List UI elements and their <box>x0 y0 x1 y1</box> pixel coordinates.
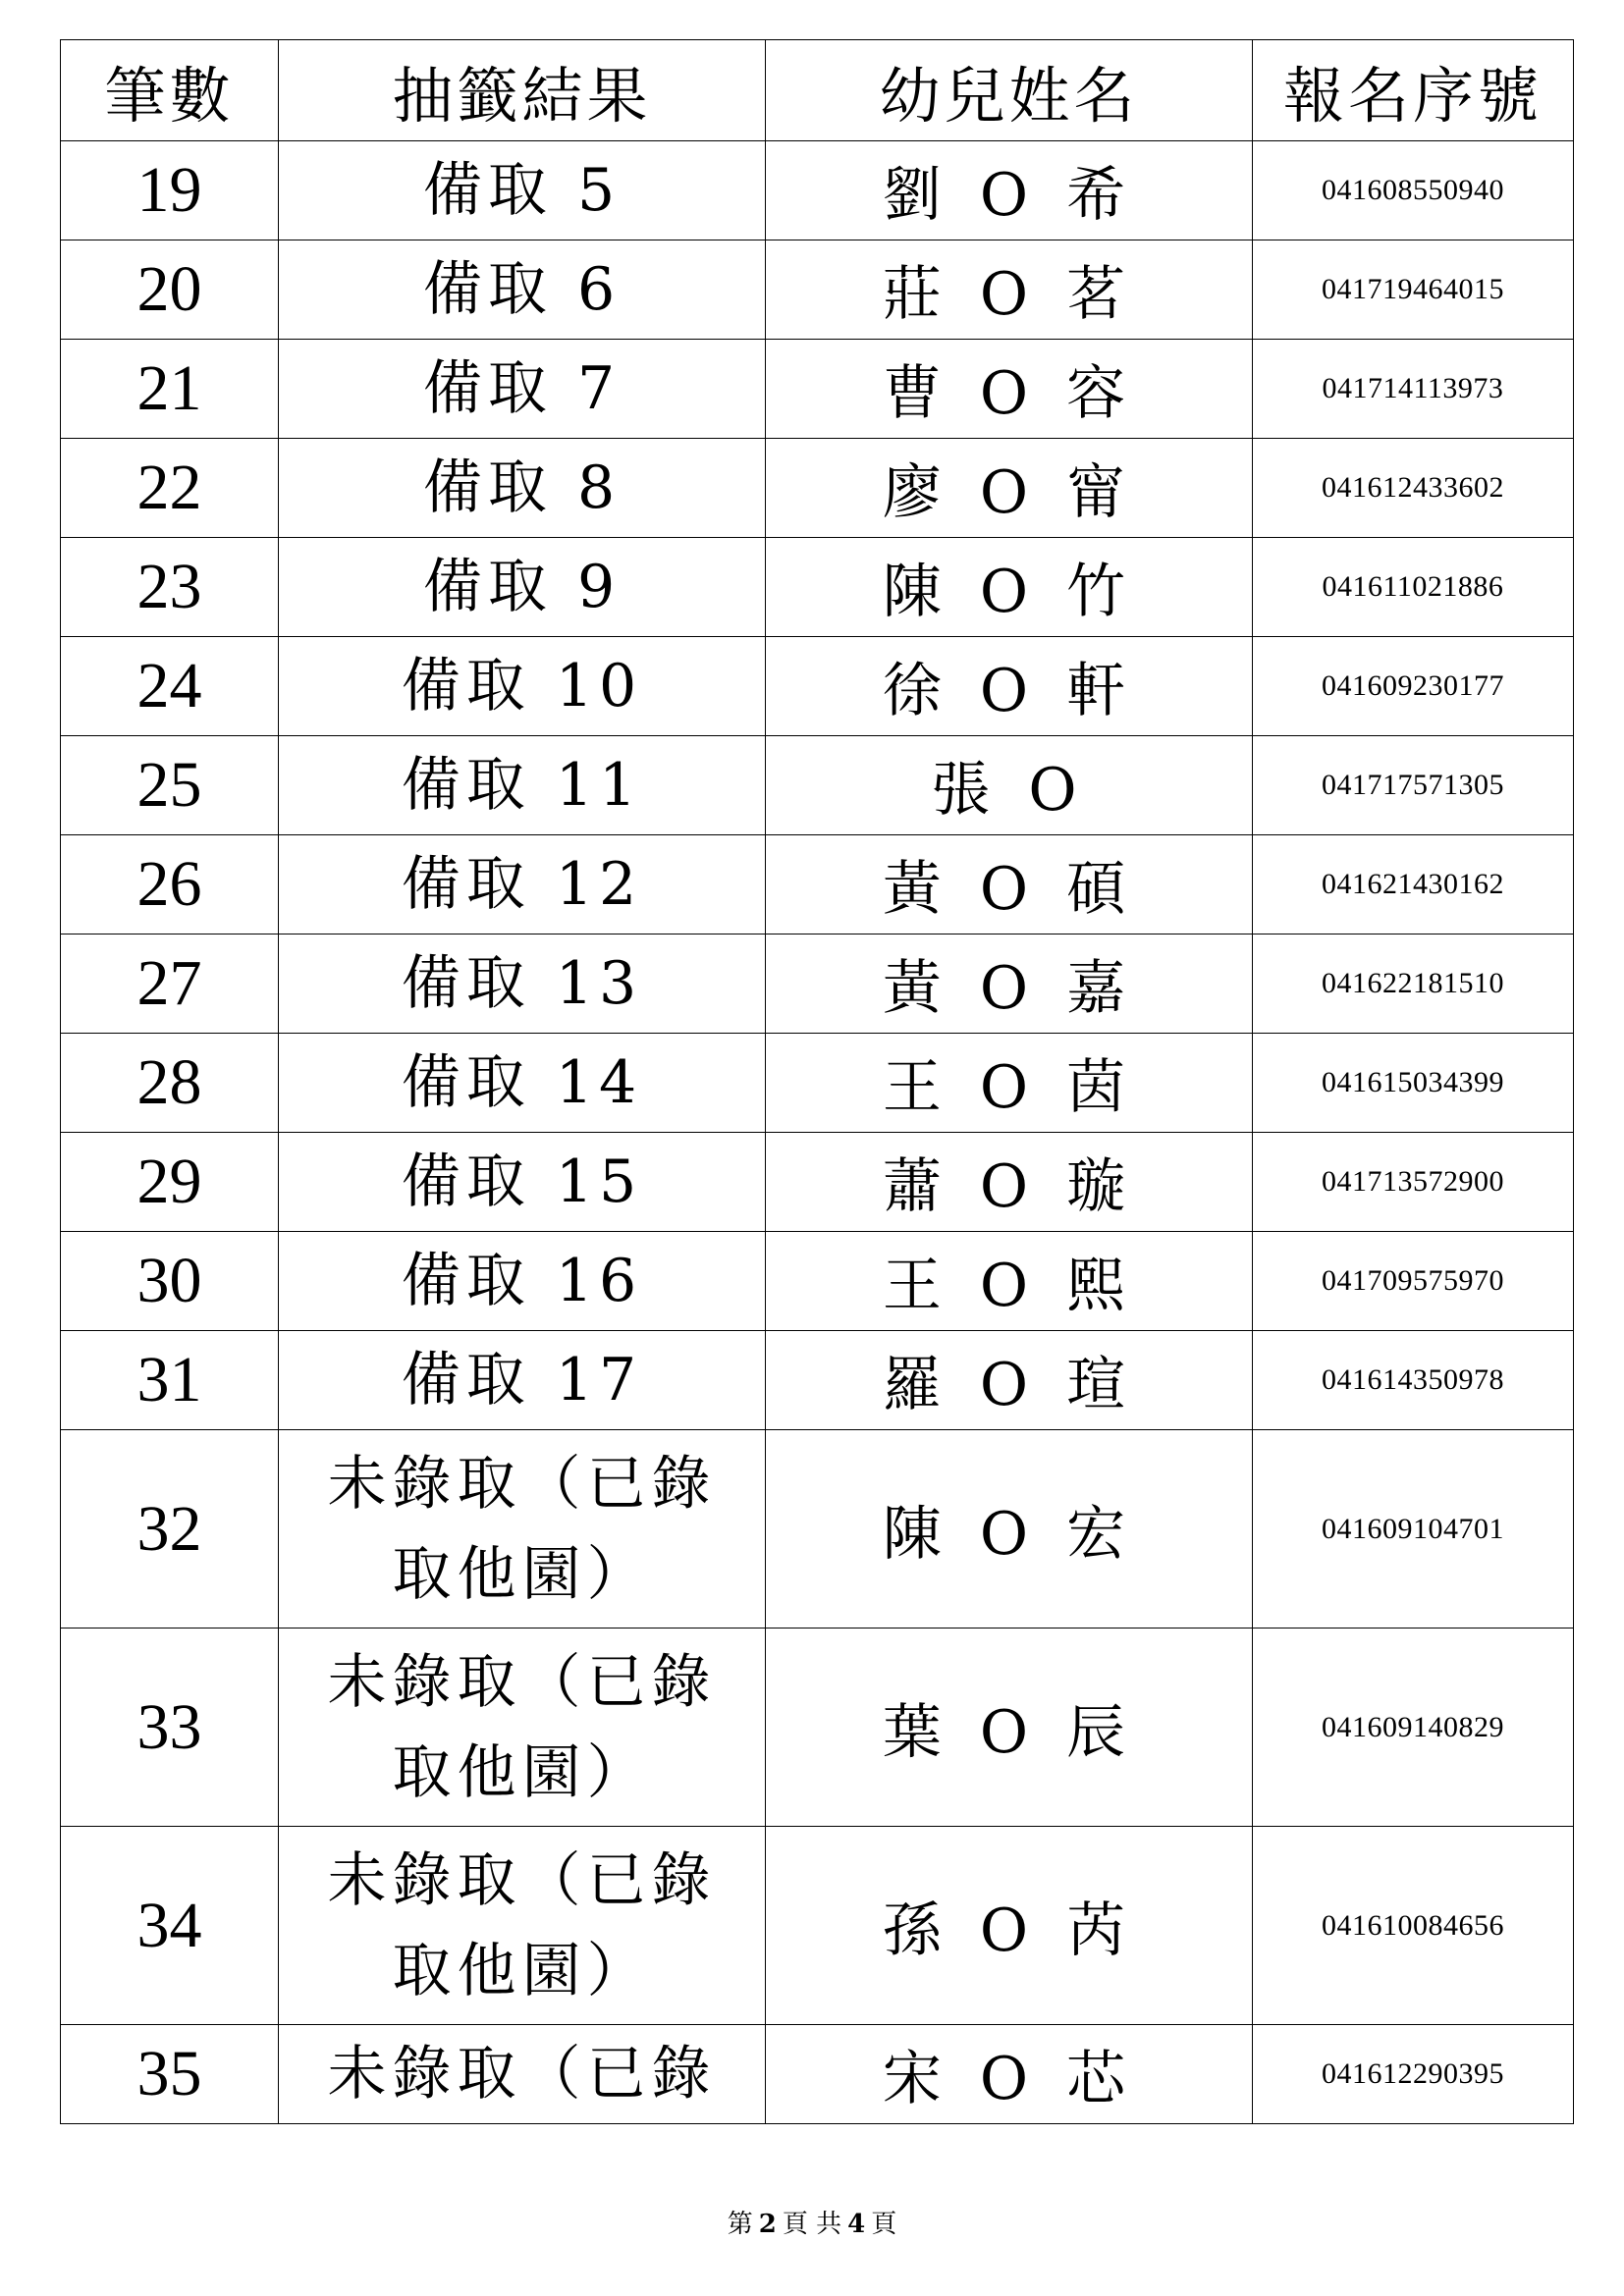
table-row <box>61 340 1574 439</box>
cell-result: 備取 14 <box>279 1034 766 1133</box>
cell-result <box>279 1629 766 1827</box>
cell-result: 備取 6 <box>279 240 766 340</box>
cell-name: 王 O 熙 <box>766 1232 1253 1331</box>
cell-count: 19 <box>61 141 279 240</box>
table-row <box>61 1331 1574 1430</box>
cell-count: 32 <box>61 1430 279 1629</box>
cell-registration: 041612433602 <box>1253 439 1574 538</box>
cell-registration: 041709575970 <box>1253 1232 1574 1331</box>
cell-name: 王 O 茵 <box>766 1034 1253 1133</box>
cell-registration: 041621430162 <box>1253 835 1574 934</box>
cell-name: 陳 O 竹 <box>766 538 1253 637</box>
page-footer <box>0 2204 1624 2240</box>
cell-registration: 041609104701 <box>1253 1430 1574 1629</box>
cell-registration: 041717571305 <box>1253 736 1574 835</box>
table-header-row <box>61 40 1574 141</box>
cell-count: 28 <box>61 1034 279 1133</box>
footer-mid: 頁 共 <box>782 2210 842 2239</box>
table-row <box>61 240 1574 340</box>
cell-registration: 041612290395 <box>1253 2025 1574 2124</box>
cell-name: 孫 O 芮 <box>766 1827 1253 2025</box>
document-page <box>60 39 1573 2124</box>
cell-count: 26 <box>61 835 279 934</box>
cell-result: 備取 15 <box>279 1133 766 1232</box>
cell-count: 33 <box>61 1629 279 1827</box>
cell-result: 備取 8 <box>279 439 766 538</box>
cell-registration: 041622181510 <box>1253 934 1574 1034</box>
table-row <box>61 1430 1574 1629</box>
cell-result: 備取 9 <box>279 538 766 637</box>
cell-name: 蕭 O 璇 <box>766 1133 1253 1232</box>
cell-name: 廖 O 甯 <box>766 439 1253 538</box>
cell-result: 備取 7 <box>279 340 766 439</box>
cell-count: 31 <box>61 1331 279 1430</box>
table-row <box>61 439 1574 538</box>
table-row <box>61 1133 1574 1232</box>
cell-name: 黃 O 碩 <box>766 835 1253 934</box>
cell-count: 22 <box>61 439 279 538</box>
cell-result: 備取 17 <box>279 1331 766 1430</box>
cell-count: 34 <box>61 1827 279 2025</box>
cell-registration: 041611021886 <box>1253 538 1574 637</box>
cell-result: 備取 16 <box>279 1232 766 1331</box>
cell-name: 莊 O 茗 <box>766 240 1253 340</box>
cell-result: 備取 11 <box>279 736 766 835</box>
lottery-result-table <box>60 39 1574 2124</box>
table-row <box>61 1629 1574 1827</box>
cell-registration: 041714113973 <box>1253 340 1574 439</box>
cell-count: 29 <box>61 1133 279 1232</box>
cell-count: 24 <box>61 637 279 736</box>
cell-name: 黃 O 嘉 <box>766 934 1253 1034</box>
cell-name: 宋 O 芯 <box>766 2025 1253 2124</box>
table-row <box>61 1232 1574 1331</box>
cell-name: 羅 O 瑄 <box>766 1331 1253 1430</box>
cell-count: 27 <box>61 934 279 1034</box>
cell-result-text: 未錄取（已錄取他園） <box>327 1845 717 2005</box>
table-row <box>61 736 1574 835</box>
cell-count: 25 <box>61 736 279 835</box>
cell-result: 備取 13 <box>279 934 766 1034</box>
table-row <box>61 835 1574 934</box>
cell-name: 劉 O 希 <box>766 141 1253 240</box>
table-row <box>61 1827 1574 2025</box>
cell-registration: 041719464015 <box>1253 240 1574 340</box>
header-registration-number: 報名序號 <box>1253 40 1574 141</box>
cell-count: 30 <box>61 1232 279 1331</box>
table-row <box>61 141 1574 240</box>
cell-count: 20 <box>61 240 279 340</box>
cell-registration: 041609230177 <box>1253 637 1574 736</box>
cell-name: 張 O <box>766 736 1253 835</box>
cell-count: 23 <box>61 538 279 637</box>
cell-registration: 041609140829 <box>1253 1629 1574 1827</box>
cell-result-text: 未錄取（已錄取他園） <box>327 1647 717 1807</box>
footer-page-number: 2 <box>758 2210 777 2239</box>
cell-result: 未錄取（已錄 <box>279 2025 766 2124</box>
cell-result: 備取 10 <box>279 637 766 736</box>
cell-count: 21 <box>61 340 279 439</box>
cell-registration: 041614350978 <box>1253 1331 1574 1430</box>
cell-name: 葉 O 辰 <box>766 1629 1253 1827</box>
footer-total-pages: 4 <box>847 2210 866 2239</box>
cell-registration: 041713572900 <box>1253 1133 1574 1232</box>
footer-suffix: 頁 <box>871 2210 897 2239</box>
cell-result-text: 未錄取（已錄取他園） <box>327 1449 717 1609</box>
cell-result <box>279 1827 766 2025</box>
table-row <box>61 1034 1574 1133</box>
cell-name: 徐 O 軒 <box>766 637 1253 736</box>
table-row <box>61 2025 1574 2124</box>
cell-name: 曹 O 容 <box>766 340 1253 439</box>
header-child-name: 幼兒姓名 <box>766 40 1253 141</box>
cell-registration: 041608550940 <box>1253 141 1574 240</box>
cell-result: 備取 5 <box>279 141 766 240</box>
footer-prefix: 第 <box>727 2210 753 2239</box>
cell-result: 備取 12 <box>279 835 766 934</box>
header-count: 筆數 <box>61 40 279 141</box>
table-row <box>61 934 1574 1034</box>
header-lottery-result: 抽籤結果 <box>279 40 766 141</box>
cell-result <box>279 1430 766 1629</box>
cell-registration: 041615034399 <box>1253 1034 1574 1133</box>
table-row <box>61 538 1574 637</box>
cell-registration: 041610084656 <box>1253 1827 1574 2025</box>
table-row <box>61 637 1574 736</box>
cell-count: 35 <box>61 2025 279 2124</box>
cell-name: 陳 O 宏 <box>766 1430 1253 1629</box>
